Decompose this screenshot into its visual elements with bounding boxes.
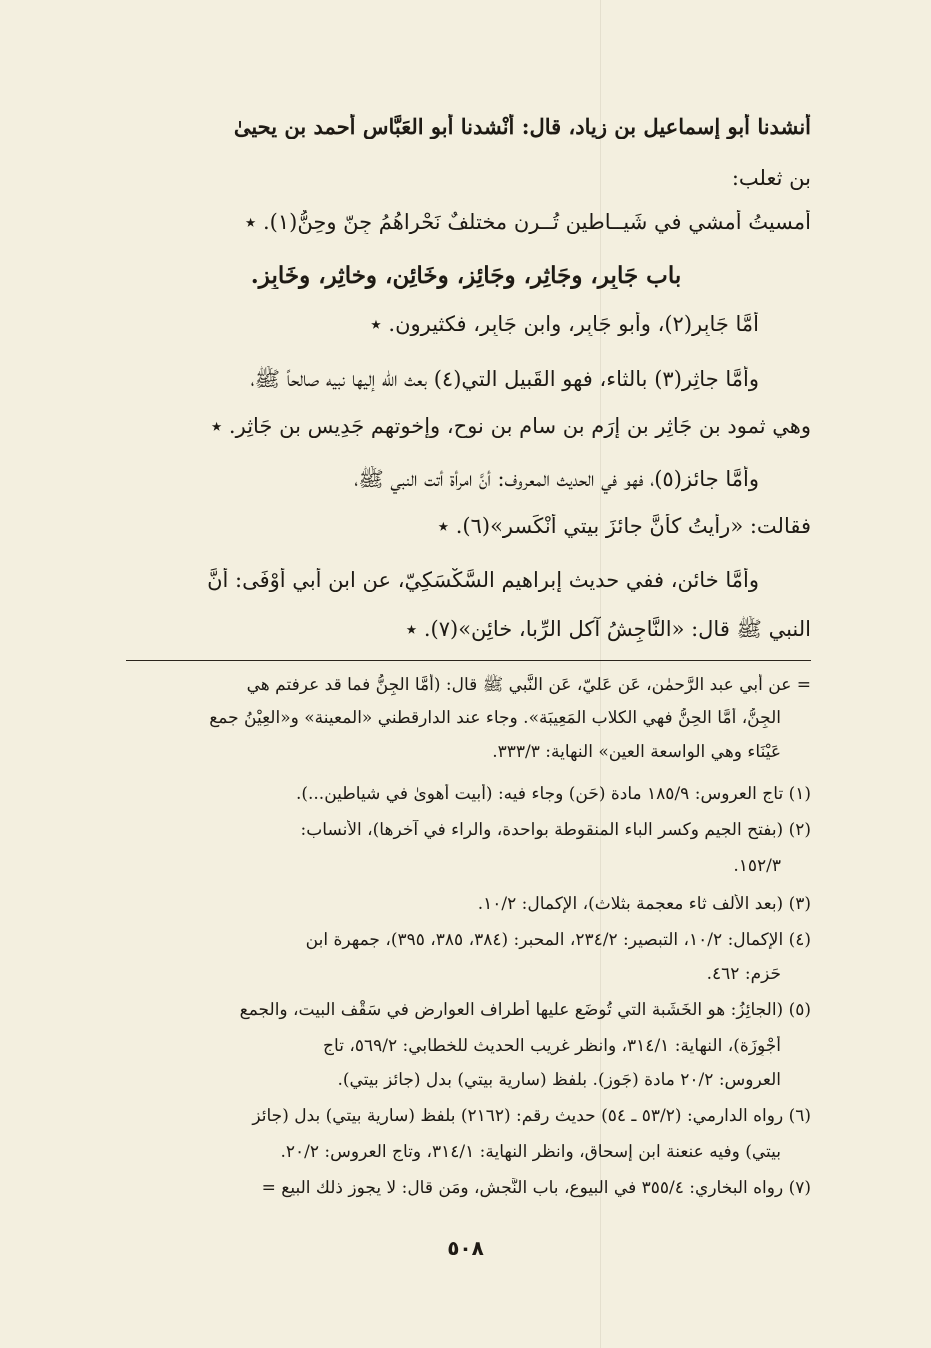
- footnote-line-1: = عن أبي عبد الرَّحمٰن، عَن عَليّ، عَن النَّبي ﷺ قال: (أمَّا الجِنُّ فما قد عرفتم هي: [246, 675, 811, 695]
- main-line-5: أمَّا جَابِر(٢)، وأبو جَابِر، وابن جَابِر، فكثيرون. ٭: [370, 312, 759, 336]
- footnote-separator: [126, 660, 811, 661]
- main-line-11: النبي ﷺ قال: «النَّاجِشُ آكل الرِّبا، خائِن»(٧). ٭: [405, 617, 811, 641]
- main-line-10: وأمَّا خائن، ففي حديث إبراهيم السَّكْسَكِيّ، عن ابن أبي أَوْفَى: أنَّ: [207, 568, 759, 592]
- main-line-1: أنشدنا أبو إسماعيل بن زياد، قال: أَنْشدنا أبو العَبَّاس أحمد بن يحيىٰ: [233, 114, 811, 139]
- footnote-line-7: (٣) (بعد الألف ثاء معجمة بثلاث)، الإكمال: ١٠/٢.: [477, 894, 811, 914]
- footnote-line-12: العروس: ٢٠/٢ مادة (جَوز). بلفظ (سارية بيتي) بدل (جائز بيتي).: [337, 1070, 781, 1090]
- footnote-line-4: (١) تاج العروس: ١٨٥/٩ مادة (حَن) وجاء فيه: (أبيت أهوىٰ في شياطين...).: [295, 784, 811, 804]
- verse-line: أمسيتُ أمشي في شَيــاطين تُــرن مختلفٌ نَحْراهُمُ جِنّ وحِنُّ(١). ٭: [244, 210, 811, 234]
- main-line-8: وأمَّا جائز(٥)، فهو في الحديث المعروف: أنَّ امرأة أتت النبي ﷺ،: [354, 467, 759, 491]
- main-line-2: بن ثعلب:: [731, 166, 811, 190]
- footnote-line-15: (٧) رواه البخاري: ٣٥٥/٤ في البيوع، باب النَّجش، ومَن قال: لا يجوز ذلك البيع =: [261, 1178, 811, 1198]
- main-line-6: وأمَّا جاثِر(٣) بالثاء، فهو القَبيل التي(٤) بعث الله إليها نبيه صالحاً ﷺ،: [250, 367, 759, 391]
- footnote-line-9: حَزم: ٤٦٢.: [706, 964, 781, 984]
- footnote-line-6: ١٥٢/٣.: [733, 856, 781, 876]
- footnote-line-11: أَجْوِزَة)، النهاية: ٣١٤/١، وانظر غريب الحديث للخطابي: ٥٦٩/٢، تاج: [323, 1036, 781, 1056]
- footnote-line-5: (٢) (بفتح الجيم وكسر الباء المنقوطة بواحدة، والراء في آخرها)، الأنساب:: [300, 820, 811, 840]
- footnote-line-10: (٥) (الجائِزُ: هو الخَشَبة التي تُوضَع عليها أطراف العوارض في سَقْف البيت، والجمع: [239, 1000, 811, 1020]
- footnote-line-3: عَيْنَاء وهي الواسعة العين» النهاية: ٣٣٣/٣.: [492, 742, 781, 762]
- footnote-line-13: (٦) رواه الدارمي: (٥٣/٢ ـ ٥٤) حديث رقم: (٢١٦٢) بلفظ (سارية بيتي) بدل (جائز: [252, 1106, 811, 1126]
- page-number: ٥٠٨: [447, 1236, 484, 1260]
- main-line-7: وهي ثمود بن جَاثِر بن إِرَم بن سام بن نوح، وإخوتهم جَدِيس بن جَاثِر. ٭: [210, 414, 811, 438]
- footnote-line-2: الجِنُّ، أمَّا الحِنُّ فهي الكلاب المَعِيبَة». وجاء عند الدارقطني «المعينة» و«العِيْنُ جمع: [209, 708, 781, 728]
- footnote-line-8: (٤) الإكمال: ١٠/٢، التبصير: ٢٣٤/٢، المحبر: (٣٨٤، ٣٨٥، ٣٩٥)، جمهرة ابن: [305, 930, 811, 950]
- main-line-9: فقالت: «رأيتُ كأنَّ جائزَ بيتي أنْكَسر»(٦). ٭: [437, 514, 811, 538]
- footnote-line-14: بيتي) وفيه عنعنة ابن إسحاق، وانظر النهاية: ٣١٤/١، وتاج العروس: ٢٠/٢.: [280, 1142, 781, 1162]
- section-heading: باب جَابِر، وجَاثِر، وجَائِز، وخَائِن، وخاثِر، وخَابِز.: [250, 262, 682, 289]
